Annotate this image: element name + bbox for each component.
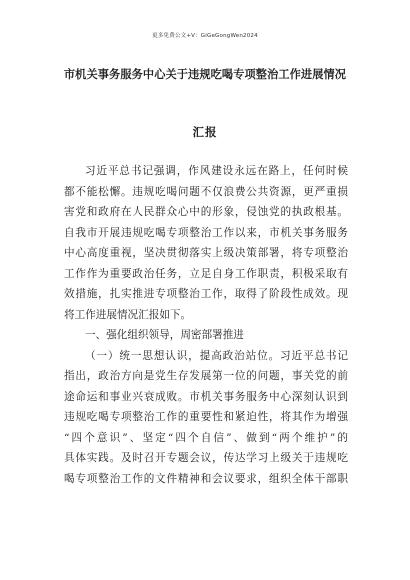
body-line: （一）统一思想认识，提高政治站位。习近平总书记 <box>85 349 348 362</box>
body-line: 工作作为重要政治任务，立足自身工作职责，积极采取有 <box>64 267 348 280</box>
body-line: 中心高度重视，坚决贯彻落实上级决策部署，将专项整治 <box>64 247 348 259</box>
document-subtitle: 汇报 <box>192 125 218 139</box>
body-line: 喝专项整治工作的文件精神和会议要求，组织全体干部职 <box>64 472 348 485</box>
body-line: 自我市开展违规吃喝专项整治工作以来，市机关事务服务 <box>64 226 348 239</box>
body-line: 违规吃喝专项整治工作的重要性和紧迫性，将其作为增强 <box>64 411 348 423</box>
body-line: 具体实践。及时召开专题会议，传达学习上级关于违规吃 <box>64 452 348 464</box>
body-line: “四个意识”、坚定“四个自信”、做到“两个维护”的 <box>64 431 348 444</box>
section-heading: 一、强化组织领导，周密部署推进 <box>85 329 244 341</box>
body-line: 效措施，扎实推进专项整治工作，取得了阶段性成效。现 <box>64 288 348 300</box>
document-title: 市机关事务服务中心关于违规吃喝专项整治工作进展情况 <box>63 67 347 81</box>
body-line: 将工作进展情况汇报如下。 <box>64 308 192 321</box>
body-line: 指出，政治方向是党生存发展第一位的问题，事关党的前 <box>64 370 348 382</box>
header-watermark: 更多免费公文+V：GiGeGongWen2024 <box>152 33 258 39</box>
body-line: 害党和政府在人民群众心中的形象，侵蚀党的执政根基。 <box>64 206 348 218</box>
body-line: 都不能松懈。违规吃喝问题不仅浪费公共资源，更严重损 <box>64 185 348 198</box>
body-line: 习近平总书记强调，作风建设永远在路上，任何时候 <box>85 165 348 177</box>
body-line: 途命运和事业兴衰成败。市机关事务服务中心深刻认识到 <box>64 390 348 403</box>
